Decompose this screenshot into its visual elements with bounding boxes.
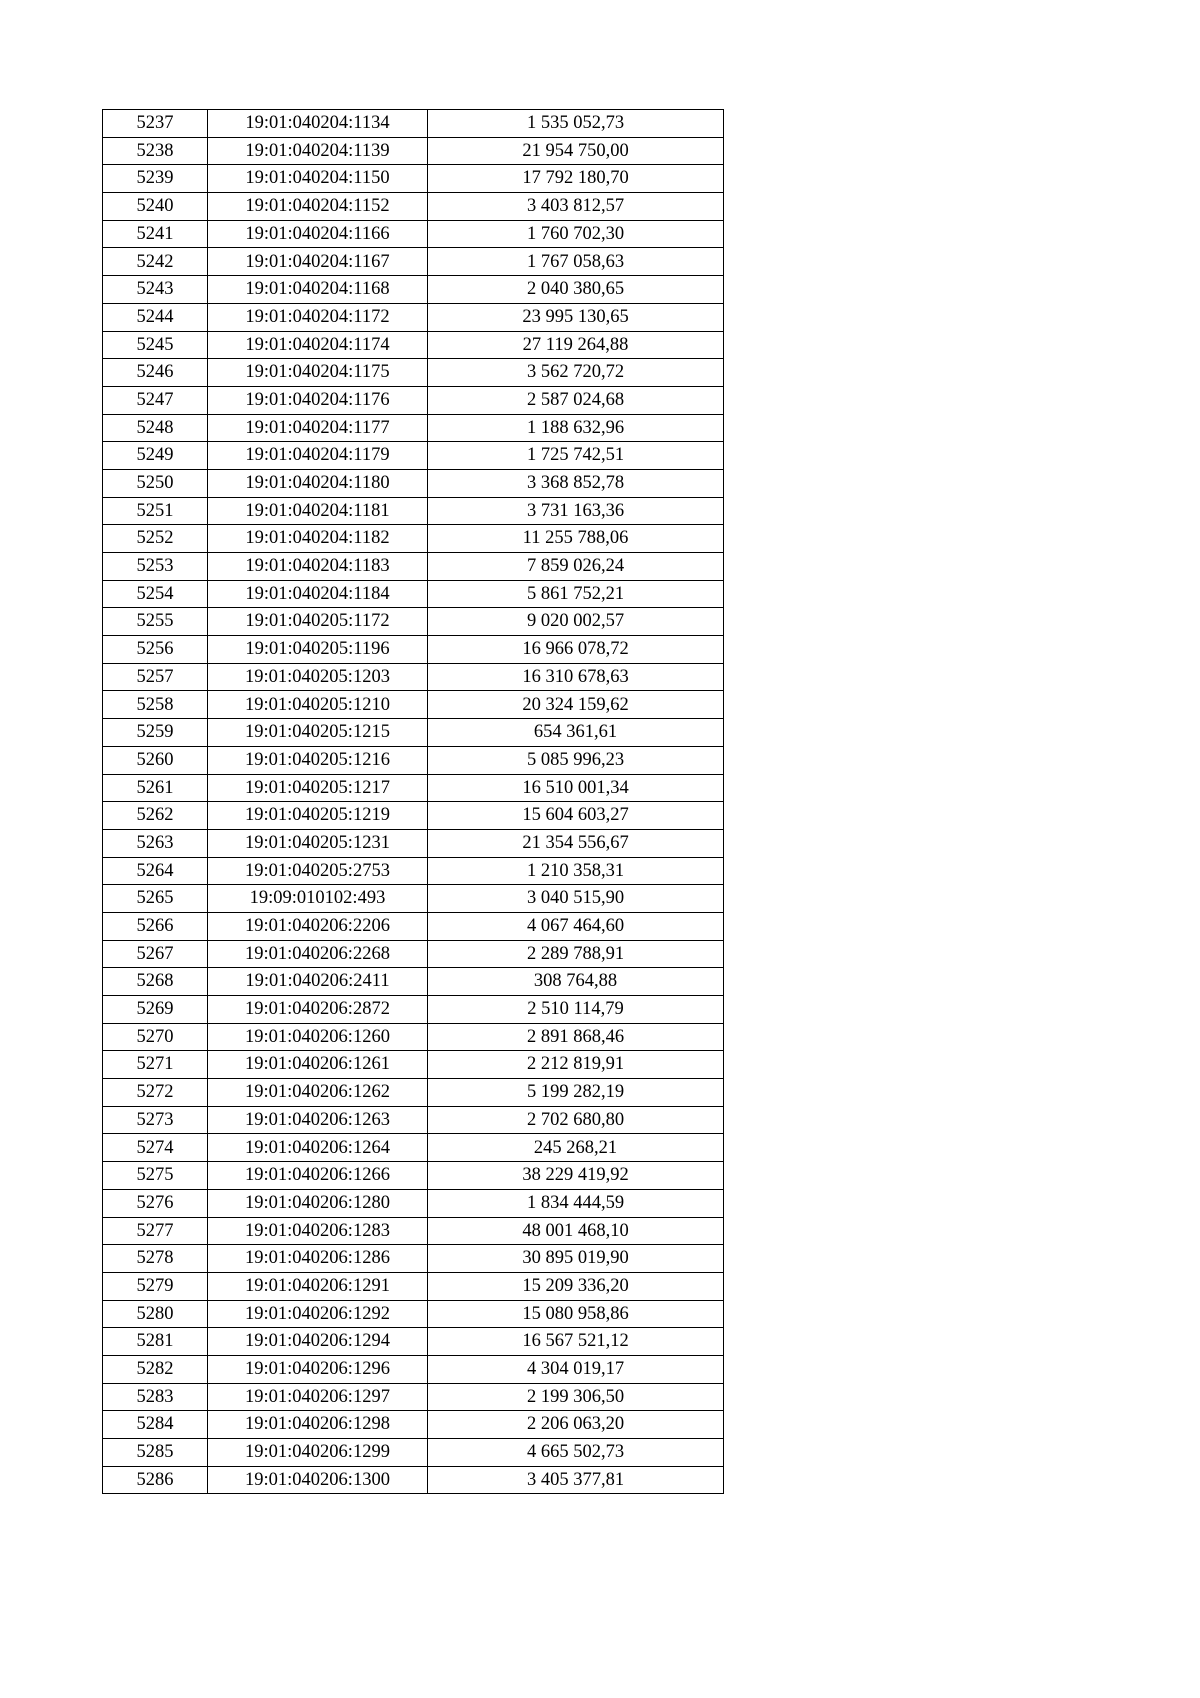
cadastral-number-cell: 19:01:040206:2268 <box>208 940 428 968</box>
cadastral-number-cell: 19:01:040204:1181 <box>208 497 428 525</box>
row-number-cell: 5241 <box>103 220 208 248</box>
row-number-cell: 5237 <box>103 110 208 138</box>
row-number-cell: 5274 <box>103 1134 208 1162</box>
cadastral-value-cell: 1 767 058,63 <box>428 248 724 276</box>
cadastral-value-cell: 308 764,88 <box>428 968 724 996</box>
cadastral-number-cell: 19:01:040204:1180 <box>208 469 428 497</box>
cadastral-number-cell: 19:01:040206:1286 <box>208 1245 428 1273</box>
table-row <box>103 414 724 442</box>
cadastral-value-cell: 1 535 052,73 <box>428 110 724 138</box>
cadastral-value-cell: 1 210 358,31 <box>428 857 724 885</box>
row-number-cell: 5268 <box>103 968 208 996</box>
table-row <box>103 525 724 553</box>
row-number-cell: 5269 <box>103 996 208 1024</box>
cadastral-number-cell: 19:01:040205:1216 <box>208 746 428 774</box>
cadastral-value-cell: 4 304 019,17 <box>428 1355 724 1383</box>
cadastral-value-cell: 27 119 264,88 <box>428 331 724 359</box>
table-row <box>103 1328 724 1356</box>
cadastral-number-cell: 19:01:040205:1215 <box>208 719 428 747</box>
row-number-cell: 5246 <box>103 359 208 387</box>
table-row <box>103 996 724 1024</box>
cadastral-number-cell: 19:01:040206:1261 <box>208 1051 428 1079</box>
row-number-cell: 5254 <box>103 580 208 608</box>
row-number-cell: 5256 <box>103 636 208 664</box>
cadastral-value-cell: 15 604 603,27 <box>428 802 724 830</box>
table-body <box>103 110 724 1494</box>
row-number-cell: 5239 <box>103 165 208 193</box>
row-number-cell: 5262 <box>103 802 208 830</box>
table-row <box>103 1217 724 1245</box>
cadastral-value-cell: 15 080 958,86 <box>428 1300 724 1328</box>
cadastral-value-cell: 5 861 752,21 <box>428 580 724 608</box>
row-number-cell: 5272 <box>103 1079 208 1107</box>
cadastral-number-cell: 19:01:040206:2872 <box>208 996 428 1024</box>
row-number-cell: 5281 <box>103 1328 208 1356</box>
cadastral-value-cell: 38 229 419,92 <box>428 1162 724 1190</box>
cadastral-value-cell: 3 040 515,90 <box>428 885 724 913</box>
table-row <box>103 774 724 802</box>
cadastral-number-cell: 19:01:040206:1299 <box>208 1439 428 1467</box>
cadastral-value-cell: 2 199 306,50 <box>428 1383 724 1411</box>
row-number-cell: 5253 <box>103 553 208 581</box>
row-number-cell: 5259 <box>103 719 208 747</box>
row-number-cell: 5263 <box>103 829 208 857</box>
cadastral-number-cell: 19:09:010102:493 <box>208 885 428 913</box>
cadastral-value-cell: 11 255 788,06 <box>428 525 724 553</box>
cadastral-value-cell: 15 209 336,20 <box>428 1272 724 1300</box>
cadastral-number-cell: 19:01:040206:1260 <box>208 1023 428 1051</box>
cadastral-number-cell: 19:01:040206:1263 <box>208 1106 428 1134</box>
table-row <box>103 359 724 387</box>
cadastral-number-cell: 19:01:040205:1231 <box>208 829 428 857</box>
table-row <box>103 1079 724 1107</box>
table-row <box>103 885 724 913</box>
table-row <box>103 386 724 414</box>
cadastral-number-cell: 19:01:040205:1196 <box>208 636 428 664</box>
cadastral-number-cell: 19:01:040204:1177 <box>208 414 428 442</box>
cadastral-number-cell: 19:01:040204:1139 <box>208 137 428 165</box>
table-row <box>103 636 724 664</box>
cadastral-value-cell: 4 665 502,73 <box>428 1439 724 1467</box>
table-row <box>103 497 724 525</box>
table-row <box>103 137 724 165</box>
cadastral-number-cell: 19:01:040206:1291 <box>208 1272 428 1300</box>
cadastral-value-cell: 16 510 001,34 <box>428 774 724 802</box>
cadastral-number-cell: 19:01:040206:1283 <box>208 1217 428 1245</box>
row-number-cell: 5280 <box>103 1300 208 1328</box>
cadastral-value-cell: 654 361,61 <box>428 719 724 747</box>
row-number-cell: 5273 <box>103 1106 208 1134</box>
cadastral-number-cell: 19:01:040204:1150 <box>208 165 428 193</box>
row-number-cell: 5265 <box>103 885 208 913</box>
cadastral-value-cell: 2 702 680,80 <box>428 1106 724 1134</box>
cadastral-value-cell: 16 310 678,63 <box>428 663 724 691</box>
cadastral-value-cell: 2 206 063,20 <box>428 1411 724 1439</box>
table-row <box>103 303 724 331</box>
cadastral-number-cell: 19:01:040206:1298 <box>208 1411 428 1439</box>
cadastral-number-cell: 19:01:040206:1292 <box>208 1300 428 1328</box>
cadastral-value-cell: 1 834 444,59 <box>428 1189 724 1217</box>
cadastral-value-cell: 4 067 464,60 <box>428 912 724 940</box>
cadastral-number-cell: 19:01:040204:1172 <box>208 303 428 331</box>
table-row <box>103 1106 724 1134</box>
cadastral-value-cell: 3 403 812,57 <box>428 193 724 221</box>
row-number-cell: 5271 <box>103 1051 208 1079</box>
row-number-cell: 5257 <box>103 663 208 691</box>
row-number-cell: 5252 <box>103 525 208 553</box>
row-number-cell: 5240 <box>103 193 208 221</box>
cadastral-value-cell: 1 188 632,96 <box>428 414 724 442</box>
cadastral-number-cell: 19:01:040206:1264 <box>208 1134 428 1162</box>
row-number-cell: 5285 <box>103 1439 208 1467</box>
row-number-cell: 5279 <box>103 1272 208 1300</box>
cadastral-value-table <box>102 109 724 1494</box>
cadastral-value-cell: 2 289 788,91 <box>428 940 724 968</box>
table-row <box>103 608 724 636</box>
table-row <box>103 442 724 470</box>
cadastral-number-cell: 19:01:040204:1134 <box>208 110 428 138</box>
cadastral-value-cell: 5 085 996,23 <box>428 746 724 774</box>
table-row <box>103 857 724 885</box>
table-row <box>103 193 724 221</box>
row-number-cell: 5245 <box>103 331 208 359</box>
cadastral-value-cell: 30 895 019,90 <box>428 1245 724 1273</box>
cadastral-value-cell: 2 212 819,91 <box>428 1051 724 1079</box>
row-number-cell: 5261 <box>103 774 208 802</box>
row-number-cell: 5248 <box>103 414 208 442</box>
cadastral-value-cell: 1 725 742,51 <box>428 442 724 470</box>
cadastral-number-cell: 19:01:040206:1262 <box>208 1079 428 1107</box>
row-number-cell: 5284 <box>103 1411 208 1439</box>
table-row <box>103 580 724 608</box>
cadastral-number-cell: 19:01:040206:1280 <box>208 1189 428 1217</box>
row-number-cell: 5244 <box>103 303 208 331</box>
table-row <box>103 220 724 248</box>
cadastral-number-cell: 19:01:040204:1168 <box>208 276 428 304</box>
cadastral-number-cell: 19:01:040206:1296 <box>208 1355 428 1383</box>
cadastral-value-cell: 23 995 130,65 <box>428 303 724 331</box>
row-number-cell: 5258 <box>103 691 208 719</box>
table-row <box>103 1023 724 1051</box>
cadastral-number-cell: 19:01:040204:1179 <box>208 442 428 470</box>
cadastral-value-cell: 9 020 002,57 <box>428 608 724 636</box>
cadastral-number-cell: 19:01:040206:2206 <box>208 912 428 940</box>
cadastral-value-cell: 2 510 114,79 <box>428 996 724 1024</box>
cadastral-number-cell: 19:01:040204:1182 <box>208 525 428 553</box>
table-row <box>103 1189 724 1217</box>
table-row <box>103 331 724 359</box>
cadastral-value-cell: 1 760 702,30 <box>428 220 724 248</box>
cadastral-number-cell: 19:01:040206:1266 <box>208 1162 428 1190</box>
row-number-cell: 5238 <box>103 137 208 165</box>
row-number-cell: 5243 <box>103 276 208 304</box>
table-row <box>103 165 724 193</box>
cadastral-value-cell: 2 891 868,46 <box>428 1023 724 1051</box>
table-row <box>103 1383 724 1411</box>
table-row <box>103 968 724 996</box>
cadastral-number-cell: 19:01:040204:1183 <box>208 553 428 581</box>
cadastral-number-cell: 19:01:040205:1217 <box>208 774 428 802</box>
table-row <box>103 1272 724 1300</box>
table-row <box>103 719 724 747</box>
cadastral-number-cell: 19:01:040206:2411 <box>208 968 428 996</box>
row-number-cell: 5251 <box>103 497 208 525</box>
table-row <box>103 1439 724 1467</box>
table-row <box>103 746 724 774</box>
cadastral-number-cell: 19:01:040206:1297 <box>208 1383 428 1411</box>
cadastral-value-cell: 20 324 159,62 <box>428 691 724 719</box>
row-number-cell: 5264 <box>103 857 208 885</box>
row-number-cell: 5255 <box>103 608 208 636</box>
cadastral-value-cell: 17 792 180,70 <box>428 165 724 193</box>
cadastral-value-cell: 245 268,21 <box>428 1134 724 1162</box>
table-row <box>103 1134 724 1162</box>
cadastral-number-cell: 19:01:040204:1176 <box>208 386 428 414</box>
table-row <box>103 1355 724 1383</box>
cadastral-value-cell: 3 405 377,81 <box>428 1466 724 1494</box>
cadastral-value-cell: 5 199 282,19 <box>428 1079 724 1107</box>
table-row <box>103 663 724 691</box>
cadastral-number-cell: 19:01:040204:1175 <box>208 359 428 387</box>
cadastral-value-cell: 3 562 720,72 <box>428 359 724 387</box>
cadastral-value-cell: 16 966 078,72 <box>428 636 724 664</box>
row-number-cell: 5283 <box>103 1383 208 1411</box>
table-row <box>103 276 724 304</box>
cadastral-number-cell: 19:01:040204:1184 <box>208 580 428 608</box>
cadastral-value-cell: 3 731 163,36 <box>428 497 724 525</box>
row-number-cell: 5277 <box>103 1217 208 1245</box>
cadastral-number-cell: 19:01:040205:1219 <box>208 802 428 830</box>
cadastral-number-cell: 19:01:040204:1166 <box>208 220 428 248</box>
table-row <box>103 912 724 940</box>
cadastral-number-cell: 19:01:040205:1172 <box>208 608 428 636</box>
table-row <box>103 1411 724 1439</box>
row-number-cell: 5249 <box>103 442 208 470</box>
cadastral-value-cell: 2 587 024,68 <box>428 386 724 414</box>
cadastral-value-cell: 7 859 026,24 <box>428 553 724 581</box>
row-number-cell: 5250 <box>103 469 208 497</box>
cadastral-value-cell: 3 368 852,78 <box>428 469 724 497</box>
table-row <box>103 469 724 497</box>
cadastral-number-cell: 19:01:040205:1203 <box>208 663 428 691</box>
cadastral-number-cell: 19:01:040204:1174 <box>208 331 428 359</box>
table-row <box>103 1051 724 1079</box>
table-row <box>103 940 724 968</box>
table-row <box>103 691 724 719</box>
cadastral-value-cell: 21 954 750,00 <box>428 137 724 165</box>
cadastral-number-cell: 19:01:040206:1294 <box>208 1328 428 1356</box>
row-number-cell: 5275 <box>103 1162 208 1190</box>
cadastral-number-cell: 19:01:040204:1152 <box>208 193 428 221</box>
table-row <box>103 248 724 276</box>
row-number-cell: 5267 <box>103 940 208 968</box>
row-number-cell: 5286 <box>103 1466 208 1494</box>
row-number-cell: 5247 <box>103 386 208 414</box>
cadastral-number-cell: 19:01:040205:2753 <box>208 857 428 885</box>
cadastral-value-cell: 21 354 556,67 <box>428 829 724 857</box>
table-row <box>103 553 724 581</box>
cadastral-value-cell: 48 001 468,10 <box>428 1217 724 1245</box>
cadastral-number-cell: 19:01:040206:1300 <box>208 1466 428 1494</box>
table-row <box>103 1162 724 1190</box>
table-row <box>103 1466 724 1494</box>
table-row <box>103 829 724 857</box>
cadastral-value-cell: 16 567 521,12 <box>428 1328 724 1356</box>
cadastral-number-cell: 19:01:040204:1167 <box>208 248 428 276</box>
table-row <box>103 110 724 138</box>
row-number-cell: 5278 <box>103 1245 208 1273</box>
row-number-cell: 5242 <box>103 248 208 276</box>
table-row <box>103 1245 724 1273</box>
cadastral-number-cell: 19:01:040205:1210 <box>208 691 428 719</box>
cadastral-value-cell: 2 040 380,65 <box>428 276 724 304</box>
row-number-cell: 5266 <box>103 912 208 940</box>
row-number-cell: 5260 <box>103 746 208 774</box>
row-number-cell: 5270 <box>103 1023 208 1051</box>
row-number-cell: 5276 <box>103 1189 208 1217</box>
table-row <box>103 1300 724 1328</box>
table-row <box>103 802 724 830</box>
row-number-cell: 5282 <box>103 1355 208 1383</box>
